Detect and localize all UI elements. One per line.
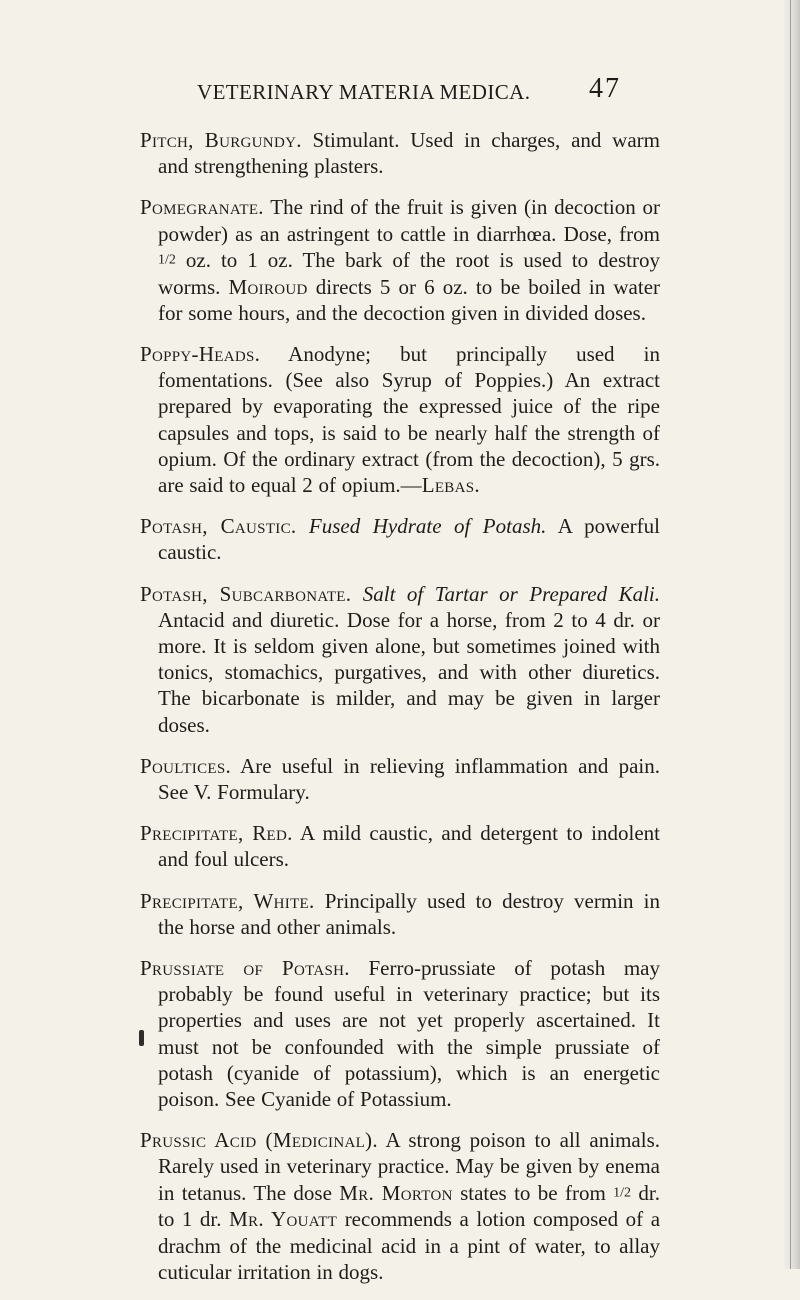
entry-synonym: Salt of Tartar or Prepared Kali. — [362, 581, 660, 606]
ink-mark — [139, 1030, 144, 1046]
entry-poultices — [140, 753, 660, 805]
entry-text: directs 5 or 6 oz. to be boiled in water for some hours, and the decoction given in divided doses. — [158, 274, 661, 325]
entry-precipitate-white — [140, 888, 660, 940]
author-name: Lebas. — [421, 472, 480, 497]
entry-text: Ferro-prussiate of potash may probably be found useful in veterinary practice; but its properties and uses are not yet properly ascertained. It must not be confounded with the simple prussiate of potash (cyanide of potassium), which is an energetic poison. See Cyanide of Potassium. — [158, 955, 660, 1111]
entry-term: Pitch, Burgundy. — [140, 128, 302, 152]
entry-potash-subcarbonate — [140, 581, 660, 738]
page-binding-line — [790, 0, 791, 1269]
entry-text: recommends a lotion composed of a drachm of the medicinal acid in a pint of water, to allay cuticular irritation in dogs. — [158, 1207, 661, 1284]
entry-text: Stimulant. Used in charges, and warm and strengthening plasters. — [158, 128, 660, 179]
entry-term: Precipitate, Red. — [140, 821, 293, 846]
running-head: VETERINARY MATERIA MEDICA. — [197, 80, 531, 104]
entry-text: Anodyne; but principally used in fomentations. (See also Syrup of Poppies.) An extract prepared by evaporating the expressed juice of the ripe capsules and tops, is said to be nearly half the strength of opium. Of the ordinary extract (from the decoction), 5 grs. are said to equal 2 of opium.— — [158, 341, 660, 497]
entry-term: Poppy-Heads. — [140, 341, 261, 366]
entry-term: Pomegranate. — [140, 195, 264, 220]
entry-text: Are useful in relieving inflammation and pain. See V. Formulary. — [158, 753, 661, 804]
entry-term: Poultices. — [140, 753, 232, 778]
entry-text: states to be from — [460, 1180, 606, 1205]
page-number: 47 — [589, 73, 621, 104]
dose-fraction: 1/2 — [613, 1185, 632, 1201]
page-content — [140, 127, 660, 1300]
entry-prussic-acid — [140, 1127, 660, 1285]
entry-text: Principally used to destroy vermin in the horse and other animals. — [158, 888, 661, 939]
entry-pomegranate — [140, 194, 660, 326]
entry-poppy-heads — [140, 341, 660, 498]
entry-pitch-burgundy — [140, 127, 660, 179]
entry-text: Antacid and diuretic. Dose for a horse, from 2 to 4 dr. or more. It is seldom given alone, but sometimes joined with tonics, stomachics, purgatives, and with other diuretics. The bicarbonate is milder, and may be given in larger doses. — [158, 607, 660, 737]
page-binding-edge — [784, 0, 800, 1269]
entry-term: Potash, Subcarbonate. — [140, 581, 352, 606]
dose-fraction: 1/2 — [158, 252, 176, 268]
entry-term: Prussic Acid (Medicinal). — [140, 1128, 378, 1153]
entry-text: The rind of the fruit is given (in decoction or powder) as an astringent to cattle in diarrhœa. Dose, from — [158, 195, 660, 246]
entry-precipitate-red — [140, 820, 660, 872]
entry-term: Potash, Caustic. — [140, 514, 297, 539]
entry-text: A powerful caustic. — [158, 514, 660, 565]
entry-prussiate-of-potash — [140, 955, 660, 1112]
entry-potash-caustic — [140, 513, 660, 565]
entry-text: A mild caustic, and detergent to indolent and foul ulcers. — [158, 821, 660, 872]
author-name: Moiroud — [228, 274, 308, 299]
entry-synonym: Fused Hydrate of Potash. — [308, 514, 547, 539]
entry-text: dr. to 1 dr. — [158, 1180, 660, 1232]
author-name: Mr. Youatt — [229, 1207, 338, 1232]
author-name: Mr. Morton — [339, 1180, 453, 1205]
entry-text: oz. to 1 oz. The bark of the root is used to destroy worms. — [158, 247, 660, 299]
entry-term: Precipitate, White. — [140, 888, 315, 913]
entry-text: A strong poison to all animals. Rarely used in veterinary practice. May be given by enema in tetanus. The dose — [158, 1128, 660, 1205]
entry-term: Prussiate of Potash. — [140, 955, 350, 980]
